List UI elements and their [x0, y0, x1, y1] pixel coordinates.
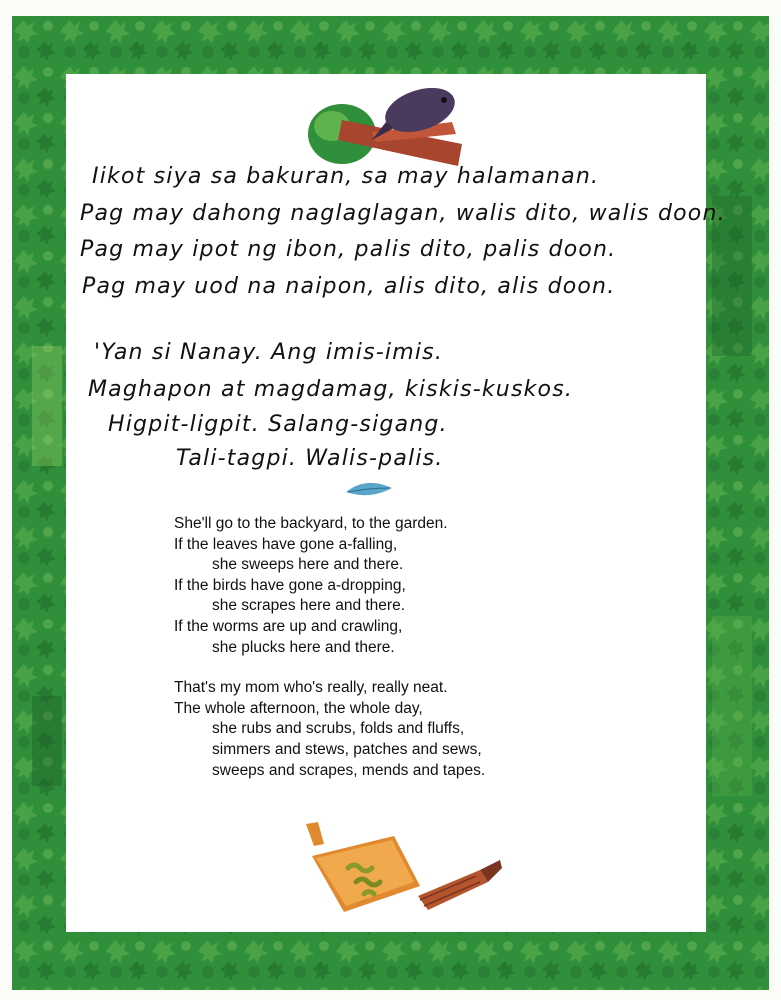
english-line: she scrapes here and there. — [212, 597, 406, 615]
english-translation — [174, 514, 694, 781]
bird-on-branch-icon — [302, 82, 472, 174]
stanza-gap — [174, 658, 694, 678]
english-line: she rubs and scrubs, folds and fluffs, — [212, 720, 465, 738]
filipino-line: Tali-tagpi. Walis-palis. — [176, 446, 444, 471]
leaf-icon — [344, 478, 396, 500]
filipino-line: Pag may dahong naglaglagan, walis dito, walis doon. — [80, 201, 726, 226]
english-line: she plucks here and there. — [212, 638, 395, 656]
filipino-line: Maghapon at magdamag, kiskis-kuskos. — [88, 377, 574, 402]
dustpan-with-worms-icon — [304, 816, 504, 916]
english-line: If the worms are up and crawling, — [174, 617, 403, 635]
english-line: That's my mom who's really, really neat. — [174, 679, 448, 697]
filipino-line: 'Yan si Nanay. Ang imis-imis. — [94, 340, 444, 365]
text-panel — [66, 74, 726, 932]
english-line: She'll go to the backyard, to the garden. — [174, 515, 448, 532]
english-line: simmers and stews, patches and sews, — [212, 740, 482, 758]
english-line: If the birds have gone a-dropping, — [174, 576, 406, 594]
english-line: The whole afternoon, the whole day, — [174, 699, 423, 717]
filipino-line: Pag may ipot ng ibon, palis dito, palis doon. — [80, 237, 617, 262]
english-line: sweeps and scrapes, mends and tapes. — [212, 761, 486, 779]
filipino-line: Iikot siya sa bakuran, sa may halamanan. — [92, 164, 600, 189]
english-line: If the leaves have gone a-falling, — [174, 535, 398, 553]
filipino-line: Higpit-ligpit. Salang-sigang. — [108, 412, 448, 437]
filipino-line: Pag may uod na naipon, alis dito, alis doon. — [82, 274, 616, 299]
english-line: she sweeps here and there. — [212, 556, 404, 574]
